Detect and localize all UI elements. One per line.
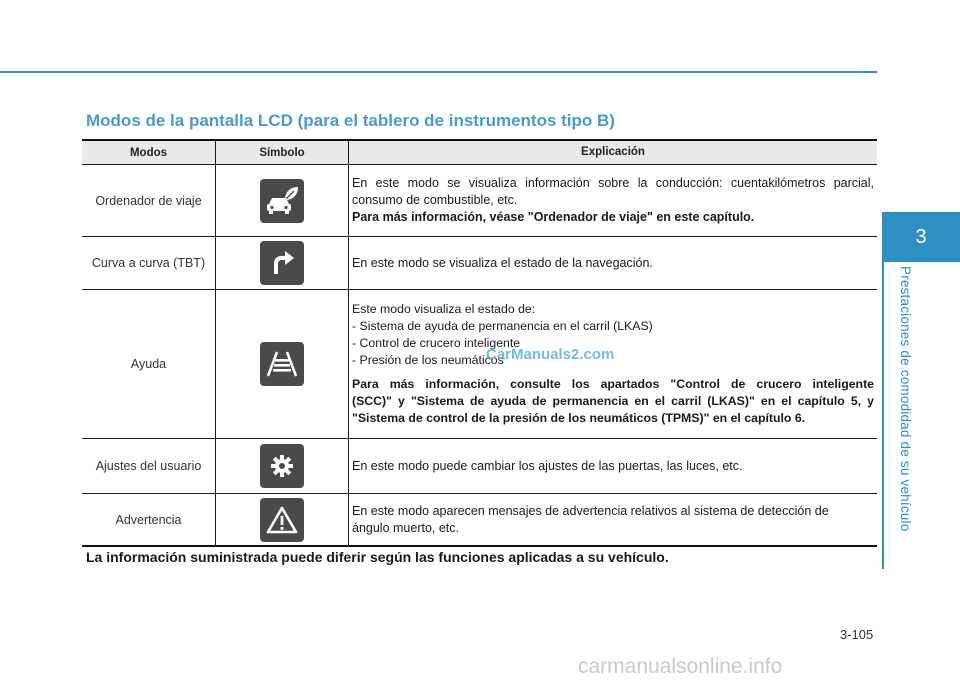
- explanation-line: Este modo visualiza el estado de:: [352, 302, 536, 317]
- mode-name: Ordenador de viaje: [95, 193, 202, 208]
- table-row: [82, 165, 877, 237]
- mode-name: Ayuda: [130, 357, 167, 371]
- top-rule: [0, 71, 877, 73]
- explanation-line: - Presión de los neumáticos: [352, 352, 504, 367]
- mode-name: Advertencia: [115, 512, 182, 527]
- chapter-title: Prestaciones de comodidad de su vehículo: [898, 266, 913, 532]
- lane-assist-icon: [260, 342, 304, 386]
- explanation-line: En este modo aparecen mensajes de advertencia relativos al sistema de detección de: [352, 503, 829, 518]
- explanation-line: En este modo se visualiza el estado de la navegación.: [352, 255, 653, 270]
- mode-explanation: [349, 290, 877, 438]
- mode-symbol: [215, 439, 349, 493]
- explanation-line: En este modo puede cambiar los ajustes de las puertas, las luces, etc.: [352, 458, 743, 473]
- table-header-row: [82, 141, 877, 165]
- table-row: [82, 494, 877, 545]
- header-explicacion: Explicación: [581, 146, 645, 158]
- page-number: 3-105: [840, 627, 874, 642]
- mode-name: Curva a curva (TBT): [91, 256, 206, 270]
- explanation-line: Para más información, véase "Ordenador de viaje" en este capítulo.: [352, 210, 755, 224]
- mode-symbol: [215, 290, 349, 438]
- header-modos: Modos: [129, 146, 168, 159]
- table-row: [82, 290, 877, 439]
- table-row: [82, 439, 877, 494]
- explanation-line: En este modo se visualiza información sobre la conducción: cuentakilómetros parcial,: [352, 176, 874, 190]
- explanation-line: consumo de combustible, etc.: [352, 193, 518, 207]
- explanation-line: (SCC)" y "Sistema de ayuda de permanencia en el carril (LKAS)" en el capítulo 5, y: [352, 394, 874, 409]
- watermark: CarManuals2.com: [486, 346, 615, 363]
- explanation-line: Para más información, consulte los apartados "Control de crucero inteligente: [352, 377, 874, 392]
- mode-symbol: [215, 494, 349, 545]
- chapter-number: 3: [915, 225, 927, 248]
- header-simbolo: Símbolo: [215, 141, 349, 164]
- chapter-tab: [882, 212, 960, 262]
- trip-computer-icon: [260, 179, 304, 223]
- mode-symbol: [215, 165, 349, 236]
- gear-icon: [260, 444, 304, 488]
- warning-triangle-icon: [260, 498, 304, 542]
- explanation-line: "Sistema de control de la presión de los neumáticos (TPMS)" en el capítulo 6.: [352, 410, 806, 425]
- explanation-line: - Sistema de ayuda de permanencia en el carril (LKAS): [352, 319, 653, 333]
- table-row: [82, 237, 877, 290]
- lcd-modes-table: [82, 139, 877, 547]
- section-title: Modos de la pantalla LCD (para el tablero de instrumentos tipo B): [86, 111, 615, 130]
- explanation-line: - Control de crucero inteligente: [352, 335, 521, 350]
- mode-explanation: [349, 494, 877, 545]
- site-footer: carmanualsonline.info: [578, 655, 783, 678]
- mode-explanation: [349, 237, 877, 289]
- footnote: La información suministrada puede diferir según las funciones aplicadas a su vehículo.: [86, 549, 669, 565]
- turn-by-turn-arrow-icon: [260, 241, 304, 285]
- mode-explanation: [349, 165, 877, 236]
- mode-name: Ajustes del usuario: [95, 459, 202, 473]
- mode-symbol: [215, 237, 349, 289]
- explanation-line: ángulo muerto, etc.: [352, 520, 460, 535]
- chapter-strip: [882, 262, 884, 569]
- mode-explanation: [349, 439, 877, 493]
